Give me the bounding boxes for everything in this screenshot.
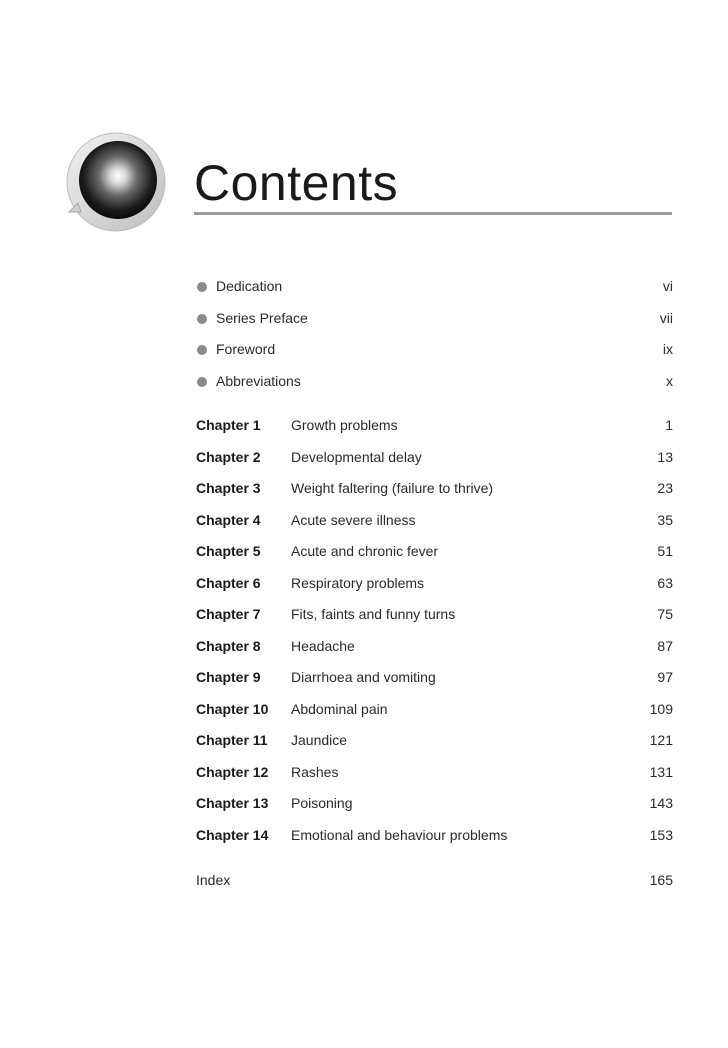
chapter-item[interactable]	[196, 536, 673, 568]
chapter-title: Diarrhoea and vomiting	[291, 669, 436, 685]
front-matter-item[interactable]	[196, 271, 673, 303]
chapter-item[interactable]	[196, 410, 673, 442]
chapter-title: Abdominal pain	[291, 700, 388, 717]
chapter-number: Chapter 11	[196, 732, 268, 748]
front-matter-label: Abbreviations	[216, 372, 301, 389]
page-title: Contents	[194, 155, 399, 211]
chapter-page: 51	[657, 543, 673, 559]
chapter-item[interactable]	[196, 631, 673, 663]
chapter-page: 13	[657, 448, 673, 465]
front-matter-label: Series Preface	[216, 309, 308, 326]
chapter-title: Emotional and behaviour problems	[291, 826, 508, 843]
circular-arrow-orb-icon	[61, 132, 167, 238]
front-matter-page: x	[666, 372, 673, 389]
bullet-dot-icon	[197, 345, 207, 355]
chapter-page: 35	[657, 511, 673, 528]
chapter-item[interactable]	[196, 725, 673, 757]
front-matter-page: vi	[662, 278, 673, 294]
chapter-number: Chapter 14	[196, 826, 269, 843]
front-matter-label: Foreword	[216, 341, 276, 357]
chapter-title: Jaundice	[291, 732, 348, 748]
index-page: 165	[649, 872, 673, 888]
chapter-page: 87	[657, 637, 673, 654]
front-matter-list	[196, 271, 673, 397]
chapter-page: 121	[649, 732, 673, 748]
chapter-item[interactable]	[196, 788, 673, 820]
chapter-number: Chapter 1	[196, 417, 261, 433]
chapter-item[interactable]	[196, 599, 673, 631]
chapter-title: Weight faltering (failure to thrive)	[291, 480, 494, 496]
chapter-number: Chapter 13	[196, 795, 269, 811]
index-entry[interactable]	[196, 865, 673, 895]
chapter-item[interactable]	[196, 568, 673, 600]
chapter-title: Headache	[291, 637, 355, 654]
chapter-item[interactable]	[196, 694, 673, 726]
chapter-number: Chapter 5	[196, 543, 261, 559]
chapter-item[interactable]	[196, 505, 673, 537]
chapter-title: Fits, faints and funny turns	[291, 606, 456, 622]
index-label: Index	[196, 872, 231, 888]
chapter-item[interactable]	[196, 473, 673, 505]
chapter-title: Acute severe illness	[291, 511, 416, 528]
chapter-number: Chapter 4	[196, 511, 261, 528]
chapter-title: Growth problems	[291, 417, 398, 433]
chapter-title: Acute and chronic fever	[291, 543, 439, 559]
chapter-item[interactable]	[196, 442, 673, 474]
chapter-title: Poisoning	[291, 795, 353, 811]
chapter-page: 143	[649, 795, 673, 811]
title-divider	[194, 212, 672, 215]
front-matter-page: vii	[659, 309, 673, 326]
chapter-number: Chapter 3	[196, 480, 261, 496]
chapter-title: Developmental delay	[291, 448, 422, 465]
bullet-dot-icon	[197, 377, 207, 387]
chapter-page: 75	[657, 606, 673, 622]
chapter-number: Chapter 12	[196, 763, 269, 780]
chapter-number: Chapter 8	[196, 637, 261, 654]
chapter-page: 1	[665, 417, 673, 433]
chapter-page: 153	[649, 826, 673, 843]
chapter-page: 23	[657, 480, 673, 496]
front-matter-page: ix	[662, 341, 673, 357]
front-matter-label: Dedication	[216, 278, 283, 294]
front-matter-item[interactable]	[196, 366, 673, 398]
chapter-number: Chapter 9	[196, 669, 261, 685]
chapter-item[interactable]	[196, 757, 673, 789]
front-matter-item[interactable]	[196, 334, 673, 366]
front-matter-item[interactable]	[196, 303, 673, 335]
chapter-number: Chapter 10	[196, 700, 269, 717]
chapter-title: Rashes	[291, 763, 339, 780]
chapter-page: 63	[657, 574, 673, 591]
chapter-page: 97	[657, 669, 673, 685]
bullet-dot-icon	[197, 314, 207, 324]
chapter-item[interactable]	[196, 820, 673, 852]
chapter-title: Respiratory problems	[291, 574, 425, 591]
chapter-number: Chapter 2	[196, 448, 261, 465]
chapter-page: 109	[649, 700, 673, 717]
chapter-page: 131	[649, 763, 673, 780]
chapter-item[interactable]	[196, 662, 673, 694]
logo-orb	[79, 141, 157, 219]
bullet-dot-icon	[197, 282, 207, 292]
chapter-number: Chapter 7	[196, 606, 261, 622]
chapter-list	[196, 410, 673, 851]
chapter-number: Chapter 6	[196, 574, 261, 591]
